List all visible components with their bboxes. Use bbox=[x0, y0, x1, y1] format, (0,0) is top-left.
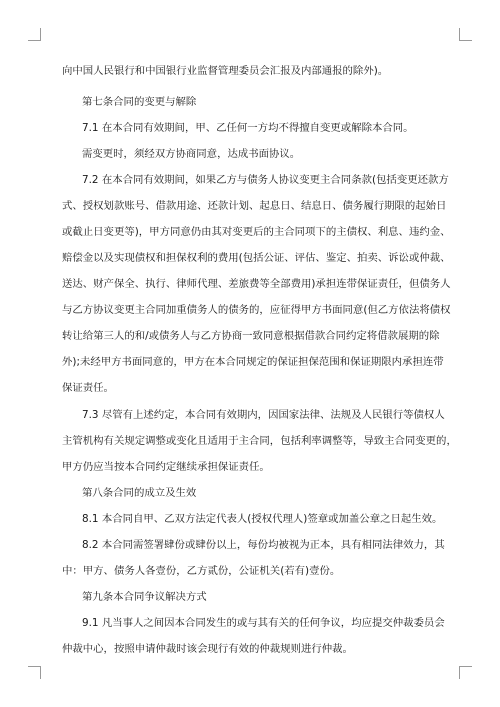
text-line: 8.2 本合同需签署肆份或肆份以上，每份均被视为正本，具有相同法律效力，其 bbox=[82, 539, 445, 551]
text-line: 与乙方协议变更主合同加重债务人的债务的，应征得甲方书面同意(但乙方依法将债权 bbox=[62, 304, 451, 316]
crop-mark-bottom-right bbox=[459, 666, 472, 679]
text-line: 赔偿金以及实现债权和担保权利的费用(包括公证、评估、鉴定、拍卖、诉讼或仲裁、 bbox=[62, 252, 451, 264]
text-line: 式、授权划款账号、借款用途、还款计划、起息日、结息日、债务履行期限的起始日 bbox=[62, 200, 447, 212]
section-heading-9: 第九条本合同争议解决方式 bbox=[82, 591, 207, 603]
crop-mark-bottom-left bbox=[28, 666, 41, 679]
section-heading-8: 第八条合同的成立及生效 bbox=[82, 487, 197, 499]
text-line: 中：甲方、债务人各壹份，乙方贰份，公证机关(若有)壹份。 bbox=[62, 565, 341, 577]
text-line: 7.3 尽管有上述约定，本合同有效期内，因国家法律、法规及人民银行等债权人 bbox=[82, 409, 445, 421]
crop-mark-top-left bbox=[28, 28, 41, 41]
text-line: 7.1 在本合同有效期间，甲、乙任何一方均不得擅自变更或解除本合同。 bbox=[82, 122, 414, 134]
crop-mark-top-right bbox=[459, 28, 472, 41]
text-line: 8.1 本合同自甲、乙双方法定代表人(授权代理人)签章或加盖公章之日起生效。 bbox=[82, 513, 443, 525]
text-line: 向中国人民银行和中国银行业监督管理委员会汇报及内部通报的除外)。 bbox=[62, 65, 389, 77]
text-line: 仲裁中心，按照申请仲裁时该会现行有效的仲裁规则进行仲裁。 bbox=[62, 643, 353, 655]
section-heading-7: 第七条合同的变更与解除 bbox=[82, 96, 197, 108]
text-line: 外);未经甲方书面同意的，甲方在本合同规定的保证担保范围和保证期限内承担连带 bbox=[62, 356, 444, 368]
text-line: 9.1 凡当事人之间因本合同发生的或与其有关的任何争议，均应提交仲裁委员会 bbox=[82, 617, 445, 629]
text-line: 甲方仍应当按本合同约定继续承担保证责任。 bbox=[62, 461, 270, 473]
text-line: 转让给第三人的和/或债务人与乙方协商一致同意根据借款合同约定将借款展期的除 bbox=[62, 330, 440, 342]
text-line: 或截止日变更等)，甲方同意仍由其对变更后的主合同项下的主债权、利息、违约金、 bbox=[62, 226, 451, 238]
text-line: 送达、财产保全、执行、律师代理、差旅费等全部费用)承担连带保证责任，但债务人 bbox=[62, 278, 451, 290]
text-line: 7.2 在本合同有效期间，如果乙方与债务人协议变更主合同条款(包括变更还款方 bbox=[82, 174, 449, 186]
text-line: 保证责任。 bbox=[62, 382, 114, 394]
text-line: 需变更时，须经双方协商同意，达成书面协议。 bbox=[82, 148, 301, 160]
text-line: 主管机构有关规定调整或变化且适用于主合同，包括利率调整等，导致主合同变更的， bbox=[62, 435, 457, 447]
